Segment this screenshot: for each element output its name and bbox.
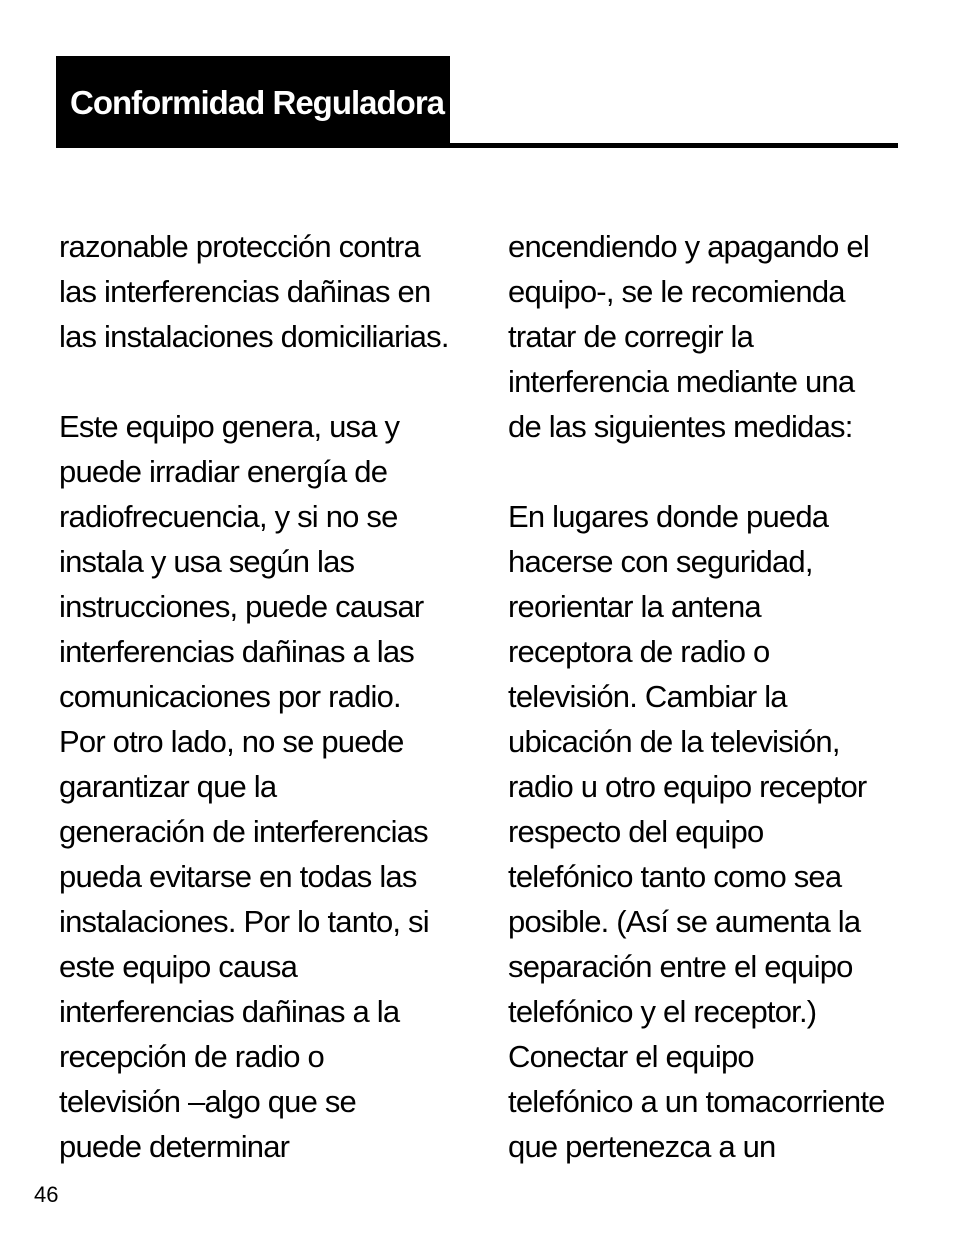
left-paragraph-2 (59, 404, 454, 1169)
right-column (508, 224, 900, 1169)
text-line: posible. (Así se aumenta la (508, 904, 861, 939)
text-line: encendiendo y apagando el (508, 229, 869, 264)
text-line: interferencias dañinas a la (59, 994, 400, 1029)
text-line: garantizar que la (59, 769, 277, 804)
text-line: recepción de radio o (59, 1039, 324, 1074)
text-line: este equipo causa (59, 949, 298, 984)
text-line: reorientar la antena (508, 589, 761, 624)
text-line: equipo-, se le recomienda (508, 274, 845, 309)
text-line: de las siguientes medidas: (508, 409, 853, 444)
text-line: telefónico a un tomacorriente (508, 1084, 885, 1119)
text-line: televisión –algo que se (59, 1084, 356, 1119)
text-line: telefónico y el receptor.) (508, 994, 817, 1029)
text-line: puede determinar (59, 1129, 290, 1164)
paragraph-gap (508, 449, 900, 494)
text-line: las interferencias dañinas en (59, 274, 431, 309)
text-line: televisión. Cambiar la (508, 679, 787, 714)
text-line: ubicación de la televisión, (508, 724, 840, 759)
text-line: que pertenezca a un (508, 1129, 776, 1164)
paragraph-gap (59, 359, 454, 404)
left-column (59, 224, 454, 1169)
section-header (56, 56, 450, 146)
text-line: telefónico tanto como sea (508, 859, 842, 894)
text-line: instrucciones, puede causar (59, 589, 424, 624)
text-line: Conectar el equipo (508, 1039, 754, 1074)
text-line: generación de interferencias (59, 814, 428, 849)
text-line: Este equipo genera, usa y (59, 409, 400, 444)
text-line: razonable protección contra (59, 229, 420, 264)
text-line: radiofrecuencia, y si no se (59, 499, 398, 534)
text-line: comunicaciones por radio. (59, 679, 401, 714)
text-line: instalaciones. Por lo tanto, si (59, 904, 429, 939)
text-line: separación entre el equipo (508, 949, 853, 984)
right-paragraph-2 (508, 494, 900, 1169)
text-line: En lugares donde pueda (508, 499, 829, 534)
text-line: respecto del equipo (508, 814, 764, 849)
section-title: Conformidad Reguladora (70, 84, 445, 121)
text-line: pueda evitarse en todas las (59, 859, 417, 894)
text-line: instala y usa según las (59, 544, 355, 579)
text-line: interferencias dañinas a las (59, 634, 414, 669)
header-rule (56, 143, 898, 148)
right-paragraph-1 (508, 224, 900, 449)
text-line: hacerse con seguridad, (508, 544, 813, 579)
text-line: radio u otro equipo receptor (508, 769, 867, 804)
page-number: 46 (34, 1182, 59, 1207)
text-line: Por otro lado, no se puede (59, 724, 404, 759)
text-line: receptora de radio o (508, 634, 770, 669)
text-line: las instalaciones domiciliarias. (59, 319, 449, 354)
text-line: puede irradiar energía de (59, 454, 388, 489)
left-paragraph-1 (59, 224, 454, 359)
text-line: tratar de corregir la (508, 319, 754, 354)
text-line: interferencia mediante una (508, 364, 855, 399)
